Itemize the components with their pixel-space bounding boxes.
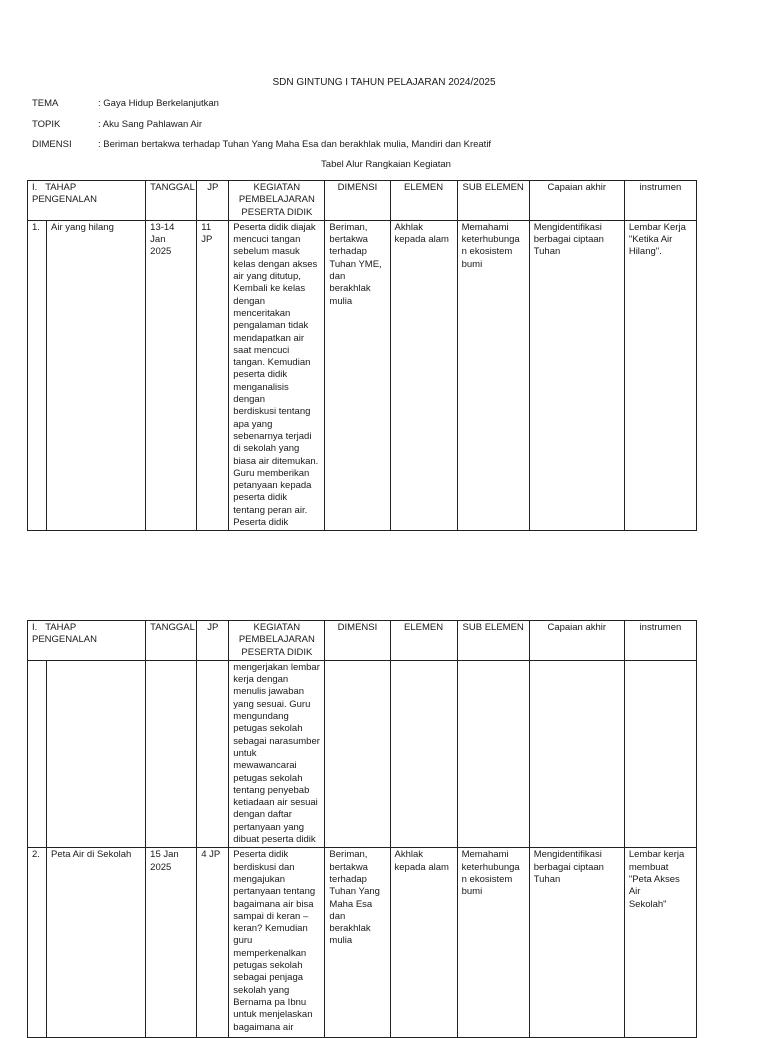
cont-dimensi <box>325 660 390 847</box>
dimensi-line <box>32 139 491 150</box>
activity-table-1 <box>27 180 697 531</box>
row-tahap: Air yang hilang <box>47 220 146 530</box>
cont-number <box>28 660 47 847</box>
row-tanggal: 13-14 Jan 2025 <box>146 220 197 530</box>
row-jp: 11 JP <box>197 220 229 530</box>
header-kegiatan: KEGIATAN PEMBELAJARAN PESERTA DIDIK <box>229 181 325 221</box>
header-sub-elemen: SUB ELEMEN <box>457 181 529 221</box>
cont-jp <box>197 660 229 847</box>
header-dimensi: DIMENSI <box>325 181 390 221</box>
header-tahap-label: TAHAP PENGENALAN <box>32 622 97 646</box>
row-elemen: Akhlak kepada alam <box>390 220 457 530</box>
header-elemen: ELEMEN <box>390 181 457 221</box>
row-instrumen: Lembar kerja membuat "Peta Akses Air Sekolah" <box>624 848 696 1038</box>
row-jp: 4 JP <box>197 848 229 1038</box>
row-dimensi: Beriman, bertakwa terhadap Tuhan Yang Maha Esa dan berakhlak mulia <box>325 848 390 1038</box>
header-tanggal: TANGGAL <box>146 181 197 221</box>
cont-tanggal <box>146 660 197 847</box>
table-caption: Tabel Alur Rangkaian Kegiatan <box>321 159 451 170</box>
topik-label: TOPIK <box>32 119 61 130</box>
header-instrumen: instrumen <box>624 181 696 221</box>
header-jp: JP <box>197 621 229 661</box>
header-no: I. <box>32 182 38 193</box>
header-sub-elemen: SUB ELEMEN <box>457 621 529 661</box>
tema-label: TEMA <box>32 98 59 109</box>
header-tahap <box>28 621 146 661</box>
row-sub-elemen: Memahami keterhubunga n ekosistem bumi <box>457 220 529 530</box>
header-capaian: Capaian akhir <box>529 621 624 661</box>
topik-line <box>32 119 202 130</box>
row-number: 2. <box>28 848 47 1038</box>
dimensi-label: DIMENSI <box>32 139 72 150</box>
header-dimensi: DIMENSI <box>325 621 390 661</box>
table-row-continued <box>28 660 697 847</box>
row-tanggal: 15 Jan 2025 <box>146 848 197 1038</box>
header-tahap <box>28 181 146 221</box>
header-jp: JP <box>197 181 229 221</box>
tema-value: : Gaya Hidup Berkelanjutkan <box>98 98 219 109</box>
table-header-row <box>28 181 697 221</box>
row-capaian: Mengidentifikasi berbagai ciptaan Tuhan <box>529 220 624 530</box>
topik-value: : Aku Sang Pahlawan Air <box>98 119 203 130</box>
cont-instrumen <box>624 660 696 847</box>
row-tahap: Peta Air di Sekolah <box>47 848 146 1038</box>
cont-sub-elemen <box>457 660 529 847</box>
row-kegiatan: Peserta didik diajak mencuci tangan sebelum masuk kelas dengan akses air yang ditutup, Kembali ke kelas dengan menceritakan pengalaman tidak mendapatkan air saat mencuci tangan. Kemudian peserta didik menganalisis dengan berdiskusi tentang apa yang sebenarnya terjadi di sekolah yang biasa air ditemukan. Guru memberikan petanyaan kepada peserta didik tentang peran air. Peserta didik <box>229 220 325 530</box>
header-no: I. <box>32 622 38 633</box>
cont-tahap <box>47 660 146 847</box>
row-elemen: Akhlak kepada alam <box>390 848 457 1038</box>
cont-elemen <box>390 660 457 847</box>
cont-kegiatan: mengerjakan lembar kerja dengan menulis jawaban yang sesuai. Guru mengundang petugas sekolah sebagai narasumber untuk mewawancarai petugas sekolah tentang penyebab ketiadaan air sesuai dengan daftar pertanyaan yang dibuat peserta didik <box>229 660 325 847</box>
row-kegiatan: Peserta didik berdiskusi dan mengajukan pertanyaan tentang bagaimana air bisa sampai di keran – keran? Kemudian guru memperkenalkan petugas sekolah sebagai penjaga sekolah yang Bernama pa Ibnu untuk menjelaskan bagaimana air <box>229 848 325 1038</box>
header-tanggal: TANGGAL <box>146 621 197 661</box>
row-instrumen: Lembar Kerja "Ketika Air Hilang". <box>624 220 696 530</box>
tema-line <box>32 98 219 109</box>
table-header-row <box>28 621 697 661</box>
dimensi-value: : Beriman bertakwa terhadap Tuhan Yang Maha Esa dan berakhlak mulia, Mandiri dan Kreatif <box>98 139 492 150</box>
header-capaian: Capaian akhir <box>529 181 624 221</box>
header-elemen: ELEMEN <box>390 621 457 661</box>
table-row <box>28 220 697 530</box>
row-number: 1. <box>28 220 47 530</box>
table-row <box>28 848 697 1038</box>
header-instrumen: instrumen <box>624 621 696 661</box>
header-tahap-label: TAHAP PENGENALAN <box>32 182 97 206</box>
row-capaian: Mengidentifikasi berbagai ciptaan Tuhan <box>529 848 624 1038</box>
row-sub-elemen: Memahami keterhubunga n ekosistem bumi <box>457 848 529 1038</box>
cont-capaian <box>529 660 624 847</box>
activity-table-2 <box>27 620 697 1038</box>
header-kegiatan: KEGIATAN PEMBELAJARAN PESERTA DIDIK <box>229 621 325 661</box>
document-title: SDN GINTUNG I TAHUN PELAJARAN 2024/2025 <box>272 77 496 88</box>
row-dimensi: Beriman, bertakwa terhadap Tuhan YME, dan berakhlak mulia <box>325 220 390 530</box>
